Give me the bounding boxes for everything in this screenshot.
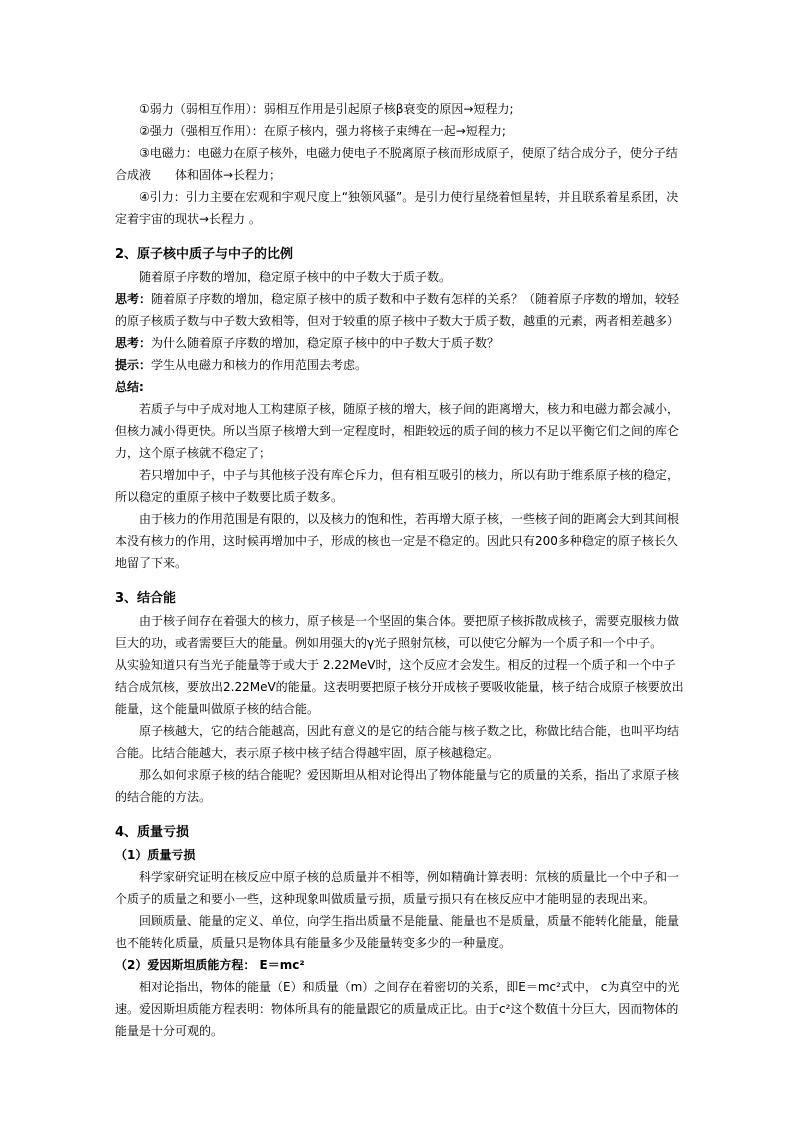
think-text: 为什么随着原子序数的增加，稳定原子核中的中子数大于质子数？	[151, 336, 500, 350]
section-4-paragraph: 科学家研究证明在核反应中原子核的总质量并不相等，例如精确计算表明：氘核的质量比一个中子和一个质子的质量之和要小一些，这种现象叫做质量亏损，质量亏损只有在核反应中才能明显的表现出来。	[115, 870, 680, 906]
section-2-paragraph: 由于核力的作用范围是有限的，以及核力的饱和性，若再增大原子核，一些核子间的距离会大到其间根本没有核力的作用，这时候再增加中子，形成的核也一定是不稳定的。因此只有200多种稳定的原子核长久地留了下来。	[115, 512, 680, 570]
think-question-2	[115, 332, 685, 354]
spacer	[115, 808, 685, 822]
section-2-paragraph: 若只增加中子，中子与其他核子没有库仑斥力，但有相互吸引的核力，所以有助于维系原子核的稳定，所以稳定的重原子核中子数要比质子数多。	[115, 468, 680, 504]
section-4-paragraph: 相对论指出，物体的能量（E）和质量（m）之间存在着密切的关系，即E＝mc²式中， c为真空中的光速。爱因斯坦质能方程表明：物体所具有的能量跟它的质量成正比。由于c²这个数值十分巨大，因而物体的能量是十分可观的。	[115, 980, 680, 1038]
section-2-intro: 随着原子序数的增加，稳定原子核中的中子数大于质子数。	[139, 270, 452, 284]
spacer	[115, 574, 685, 588]
section-4-heading: 4、质量亏损	[115, 825, 190, 840]
gravity-force-item: ④引力：引力主要在宏观和宇观尺度上“独领风骚”。是引力使行星绕着恒星转，并且联系着星系团，决定着宇宙的现状→长程力 。	[115, 190, 679, 226]
hint-label: 提示：	[115, 358, 152, 372]
section-4-paragraph: 回顾质量、能量的定义、单位，向学生指出质量不是能量、能量也不是质量，质量不能转化能量，能量也不能转化质量，质量只是物体具有能量多少及能量转变多少的一种量度。	[115, 914, 680, 950]
section-3-heading: 3、结合能	[115, 591, 177, 606]
document-content	[115, 98, 685, 1042]
hint	[115, 354, 685, 376]
electromagnetic-force-item: ③电磁力：电磁力在原子核外，电磁力使电子不脱离原子核而形成原子，使原了结合成分子，使分子结合成液 体和固体→长程力；	[115, 146, 678, 182]
think-label: 思考：	[115, 336, 152, 350]
summary-label: 总结:	[115, 380, 144, 394]
section-2-heading: 2、原子核中质子与中子的比例	[115, 247, 294, 262]
think-label: 思考：	[115, 292, 152, 306]
hint-text: 学生从电磁力和核力的作用范围去考虑。	[151, 358, 368, 372]
subsection-mass-defect: （1）质量亏损	[115, 848, 196, 862]
section-3-paragraph: 从实验知道只有当光子能量等于或大于 2.22MeV时，这个反应才会发生。相反的过程一个质子和一个中子结合成氘核，要放出2.22MeV的能量。这表明要把原子核分开成核子要吸收能量，核子结合成原子核要放出能量，这个能量叫做原子核的结合能。	[115, 658, 684, 716]
subsection-mass-energy-equation: （2）爱因斯坦质能方程： E＝mc²	[115, 958, 305, 972]
section-3-paragraph: 原子核越大，它的结合能越高，因此有意义的是它的结合能与核子数之比，称做比结合能，也叫平均结合能。比结合能越大，表示原子核中核子结合得越牢固，原子核越稳定。	[115, 724, 680, 760]
think-text: 随着原子序数的增加，稳定原子核中的质子数和中子数有怎样的关系？（随着原子序数的增加，较轻的原子核质子数与中子数大致相等，但对于较重的原子核中子数大于质子数，越重的元素，两者相差越多）	[115, 292, 680, 328]
weak-force-item: ①弱力（弱相互作用）：弱相互作用是引起原子核β衰变的原因→短程力;	[139, 102, 514, 116]
section-3-paragraph: 那么如何求原子核的结合能呢？爱因斯坦从相对论得出了物体能量与它的质量的关系，指出了求原子核的结合能的方法。	[115, 768, 680, 804]
strong-force-item: ②强力（强相互作用）：在原子核内，强力将核子束缚在一起→短程力;	[139, 124, 506, 138]
section-3-paragraph: 由于核子间存在着强大的核力，原子核是一个坚固的集合体。要把原子核拆散成核子，需要克服核力做巨大的功，或者需要巨大的能量。例如用强大的γ光子照射氘核，可以使它分解为一个质子和一个中子。	[115, 614, 680, 650]
think-question-1	[115, 288, 685, 332]
spacer	[115, 230, 685, 244]
section-2-paragraph: 若质子与中子成对地人工构建原子核，随原子核的增大，核子间的距离增大，核力和电磁力都会减小，但核力减小得更快。所以当原子核增大到一定程度时，相距较远的质子间的核力不足以平衡它们之间的库仑力，这个原子核就不稳定了；	[115, 402, 680, 460]
